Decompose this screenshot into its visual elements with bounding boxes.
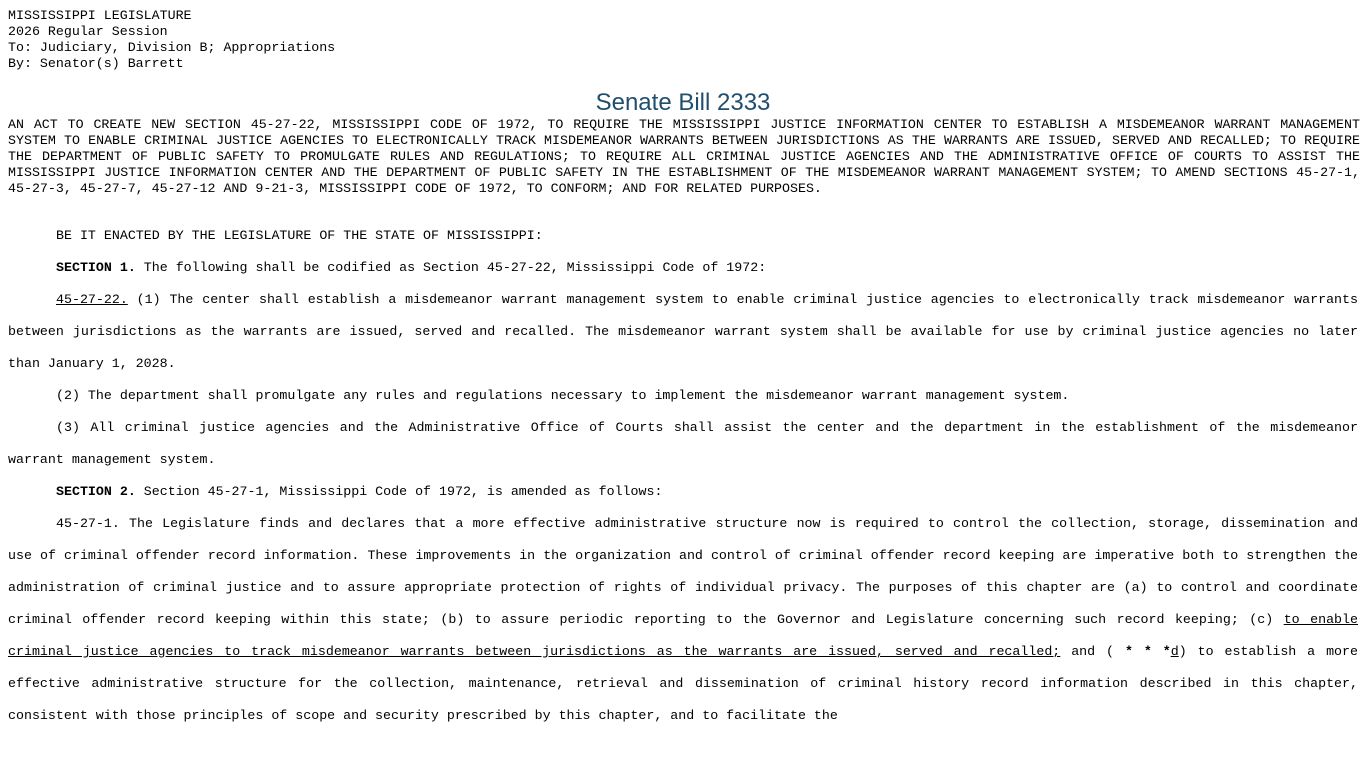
amended-section-paragraph bbox=[8, 508, 1358, 732]
section-1-label: SECTION 1. bbox=[56, 260, 136, 275]
new-section-number: 45-27-22. bbox=[56, 292, 128, 307]
section-2-paragraph bbox=[8, 476, 1358, 508]
section-2-text: Section 45-27-1, Mississippi Code of 1972, is amended as follows: bbox=[135, 484, 663, 499]
amended-text-part-3: ) to establish a more effective administrative structure for the collection, maintenance, retrieval and dissemination of criminal history record information described in this chapter, consistent with those principles of scope and security prescribed by this chapter, and to facilitate the bbox=[8, 644, 1358, 723]
committee-referral: To: Judiciary, Division B; Appropriations bbox=[8, 40, 336, 55]
inserted-language: to enable criminal justice agencies to track misdemeanor warrants between jurisdictions as the warrants are issued, served and recalled; bbox=[8, 612, 1358, 659]
new-section-sub-2: (2) The department shall promulgate any rules and regulations necessary to implement the misdemeanor warrant management system. bbox=[56, 388, 1070, 403]
legislature-name: MISSISSIPPI LEGISLATURE bbox=[8, 8, 192, 23]
bill-title: Senate Bill 2333 bbox=[595, 89, 771, 116]
enacting-clause: BE IT ENACTED BY THE LEGISLATURE OF THE STATE OF MISSISSIPPI: bbox=[56, 228, 543, 243]
new-section-sub-1 bbox=[8, 284, 1358, 380]
deleted-language-marker: * * * bbox=[1124, 644, 1171, 659]
amended-text-part-2: and ( bbox=[1060, 644, 1125, 659]
session-line: 2026 Regular Session bbox=[8, 24, 168, 39]
bill-header bbox=[8, 8, 335, 72]
new-section-sub-3: (3) All criminal justice agencies and the Administrative Office of Courts shall assist the center and the department in the establishment of the misdemeanor warrant management system. bbox=[8, 420, 1358, 467]
section-2-label: SECTION 2. bbox=[56, 484, 136, 499]
bill-body bbox=[8, 220, 1358, 732]
new-section-sub-1-text: (1) The center shall establish a misdemeanor warrant management system to enable criminal justice agencies to electronically track misdemeanor warrants between jurisdictions as the warrants are issued, served and recalled. The misdemeanor warrant system shall be available for use by criminal justice agencies no later than January 1, 2028. bbox=[8, 292, 1358, 371]
sponsor-line: By: Senator(s) Barrett bbox=[8, 56, 184, 71]
inserted-letter: d bbox=[1170, 644, 1179, 659]
act-title-text: AN ACT TO CREATE NEW SECTION 45-27-22, MISSISSIPPI CODE OF 1972, TO REQUIRE THE MISSISSIPPI JUSTICE INFORMATION CENTER TO ESTABLISH A MISDEMEANOR WARRANT MANAGEMENT SYSTEM TO ENABLE CRIMINAL JUSTICE AGENCIES TO ELECTRONICALLY TRACK MISDEMEANOR WARRANTS BETWEEN JURISDICTIONS AS THE WARRANTS ARE ISSUED, SERVED AND RECALLED; TO REQUIRE THE DEPARTMENT OF PUBLIC SAFETY TO PROMULGATE RULES AND REGULATIONS; TO REQUIRE ALL CRIMINAL JUSTICE AGENCIES AND THE ADMINISTRATIVE OFFICE OF COURTS TO ASSIST THE MISSISSIPPI JUSTICE INFORMATION CENTER AND THE DEPARTMENT OF PUBLIC SAFETY IN THE ESTABLISHMENT OF THE MISDEMEANOR WARRANT MANAGEMENT SYSTEM; TO AMEND SECTIONS 45-27-1, 45-27-3, 45-27-7, 45-27-12 AND 9-21-3, MISSISSIPPI CODE OF 1972, TO CONFORM; AND FOR RELATED PURPOSES. bbox=[8, 117, 1360, 196]
section-1-text: The following shall be codified as Section 45-27-22, Mississippi Code of 1972: bbox=[135, 260, 767, 275]
amended-text-part-1: 45-27-1. The Legislature finds and declares that a more effective administrative structure now is required to control the collection, storage, dissemination and use of criminal offender record information. These improvements in the organization and control of criminal offender record keeping are imperative both to strengthen the administration of criminal justice and to assure appropriate protection of rights of individual privacy. The purposes of this chapter are (a) to control and coordinate criminal offender record keeping within this state; (b) to assure periodic reporting to the Governor and Legislature concerning such record keeping; (c) bbox=[8, 516, 1358, 627]
section-1-paragraph bbox=[8, 252, 1358, 284]
